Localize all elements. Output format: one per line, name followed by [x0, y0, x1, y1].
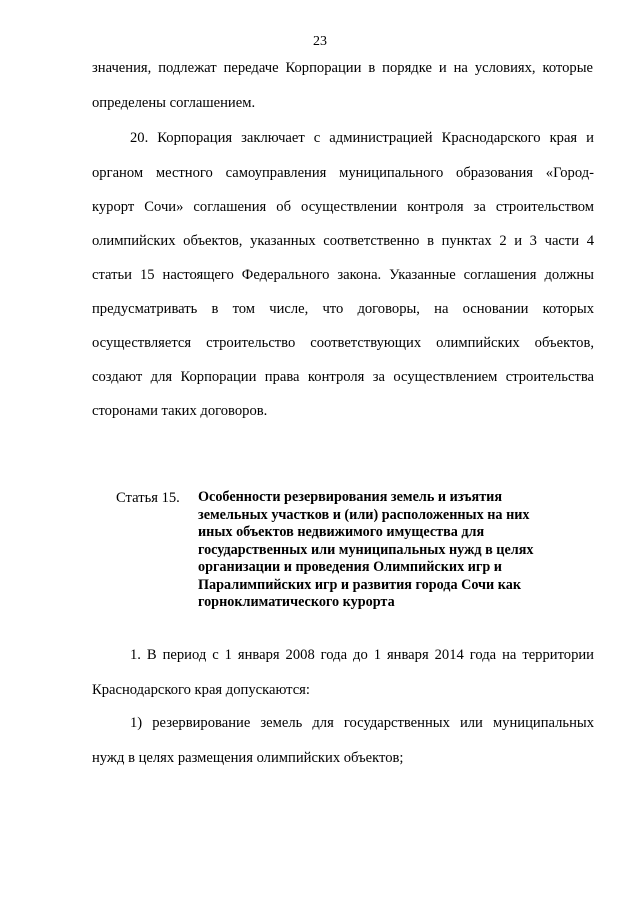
paragraph-line: осуществляется строительство соответствующих олимпийских объектов,: [92, 335, 594, 351]
paragraph-line: Краснодарского края допускаются:: [92, 682, 310, 698]
article-title-line: земельных участков и (или) расположенных на них: [198, 506, 530, 523]
article-title-line: горноклиматического курорта: [198, 594, 395, 610]
article-title-line: иных объектов недвижимого имущества для: [198, 524, 485, 540]
paragraph-line: сторонами таких договоров.: [92, 403, 268, 419]
paragraph-line: 1) резервирование земель для государственных или муниципальных: [130, 715, 594, 731]
paragraph-line: органом местного самоуправления муниципального образования «Город-: [92, 165, 594, 181]
article-title-line: Особенности резервирования земель и изъятия: [198, 489, 503, 505]
paragraph-line: определены соглашением.: [92, 95, 256, 111]
paragraph-line: 1. В период с 1 января 2008 года до 1 января 2014 года на территории: [130, 647, 594, 663]
paragraph-line: курорт Сочи» соглашения об осуществлении контроля за строительством: [92, 199, 594, 215]
paragraph-line: значения, подлежат передаче Корпорации в порядке и на условиях, которые: [92, 60, 593, 76]
article-label: Статья 15.: [116, 490, 180, 506]
article-title-line: организации и проведения Олимпийских игр и: [198, 559, 502, 575]
paragraph-line: нужд в целях размещения олимпийских объектов;: [92, 750, 404, 766]
article-title: [198, 489, 578, 612]
page-number: 23: [313, 34, 327, 49]
article-title-line: государственных или муниципальных нужд в целях: [198, 541, 534, 558]
paragraph-line: олимпийских объектов, указанных соответственно в пунктах 2 и 3 части 4: [92, 233, 594, 249]
paragraph-line: статьи 15 настоящего Федерального закона. Указанные соглашения должны: [92, 267, 594, 283]
article-title-line: Паралимпийских игр и развития города Сочи как: [198, 576, 522, 593]
paragraph-line: создают для Корпорации права контроля за осуществлением строительства: [92, 369, 594, 385]
paragraph-line: предусматривать в том числе, что договоры, на основании которых: [92, 301, 594, 317]
paragraph-line: 20. Корпорация заключает с администрацией Краснодарского края и: [130, 130, 594, 146]
